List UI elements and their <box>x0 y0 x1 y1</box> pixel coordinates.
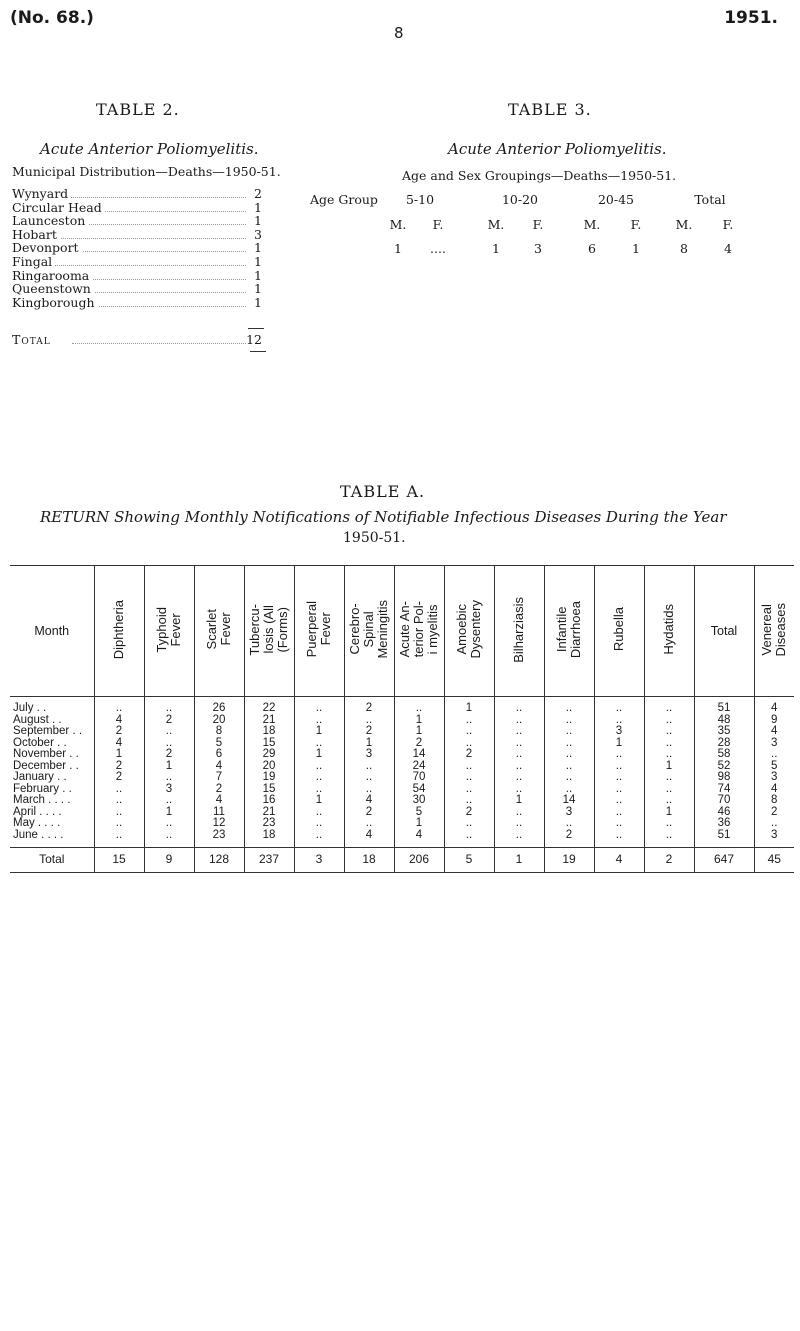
count-cell: 1 <box>394 726 444 738</box>
count-cell: 12 <box>194 818 244 830</box>
count-cell: 22 <box>244 703 294 715</box>
total-row <box>12 334 262 346</box>
count-cell: .. <box>294 772 344 784</box>
sex-label: M. <box>487 217 505 232</box>
count-cell: .. <box>444 772 494 784</box>
district-row <box>12 215 262 227</box>
district-deaths: 1 <box>254 281 262 297</box>
district-name: Kingborough <box>12 297 98 309</box>
total-cell: 15 <box>94 848 144 873</box>
sex-label: M. <box>389 217 407 232</box>
count-cell: 2 <box>94 761 144 773</box>
count-cell: 15 <box>244 784 294 796</box>
count-cell: .. <box>444 761 494 773</box>
count-cell: .. <box>294 703 344 715</box>
table-row <box>10 784 794 796</box>
table-row <box>10 772 794 784</box>
count-cell: .. <box>594 772 644 784</box>
count-cell: 9 <box>754 715 794 727</box>
count-cell: .. <box>594 761 644 773</box>
count-cell: 4 <box>94 738 144 750</box>
district-row <box>12 283 262 295</box>
count-cell: 3 <box>594 726 644 738</box>
count-cell: .. <box>494 807 544 819</box>
count-cell: .. <box>94 703 144 715</box>
count-cell: .. <box>344 784 394 796</box>
table-row <box>10 749 794 761</box>
month-cell: November . . <box>13 748 79 760</box>
count-cell: 58 <box>694 749 754 761</box>
count-cell: 70 <box>394 772 444 784</box>
count-cell: .. <box>544 772 594 784</box>
tableA-year: 1950-51. <box>343 530 406 546</box>
count-cell: .. <box>144 772 194 784</box>
count-cell: .. <box>294 738 344 750</box>
district-deaths: 1 <box>254 240 262 256</box>
count-cell: 2 <box>344 807 394 819</box>
count-cell: 2 <box>444 807 494 819</box>
count-cell: .. <box>144 738 194 750</box>
count-cell: 4 <box>754 726 794 738</box>
count-cell: 1 <box>444 703 494 715</box>
age-sex-value: 3 <box>534 241 542 256</box>
count-cell: .. <box>494 738 544 750</box>
column-header: Infantile Diarrhoea <box>544 566 594 697</box>
sex-label: F. <box>630 217 642 232</box>
count-cell: 3 <box>754 738 794 750</box>
count-cell: .. <box>294 784 344 796</box>
count-cell: .. <box>544 749 594 761</box>
count-cell: .. <box>594 830 644 842</box>
column-header: Puerperal Fever <box>294 566 344 697</box>
table-row <box>10 795 794 807</box>
district-row <box>12 256 262 268</box>
column-header: Typhoid Fever <box>144 566 194 697</box>
month-cell: May . . . . <box>13 817 61 829</box>
document-number: (No. 68.) <box>10 8 94 28</box>
count-cell: .. <box>344 761 394 773</box>
count-cell: .. <box>594 795 644 807</box>
count-cell: .. <box>144 726 194 738</box>
count-cell: 28 <box>694 738 754 750</box>
district-name: Wynyard <box>12 188 71 200</box>
table3-caption: Age and Sex Groupings—Deaths—1950-51. <box>402 168 677 183</box>
count-cell: .. <box>544 784 594 796</box>
total-row <box>10 848 794 873</box>
count-cell: 1 <box>594 738 644 750</box>
count-cell: 3 <box>144 784 194 796</box>
count-cell: .. <box>544 761 594 773</box>
count-cell: 18 <box>244 726 294 738</box>
count-cell: .. <box>494 761 544 773</box>
notifications-table <box>10 565 794 873</box>
district-row <box>12 267 262 283</box>
column-header: Tubercu- losis (All (Forms) <box>244 566 294 697</box>
district-name: Launceston <box>12 215 88 227</box>
table-row <box>10 703 794 715</box>
count-cell: .. <box>494 830 544 842</box>
district-deaths: 1 <box>254 213 262 229</box>
count-cell: 54 <box>394 784 444 796</box>
age-sex-value: 6 <box>588 241 596 256</box>
count-cell: 35 <box>694 726 754 738</box>
column-header: Diphtheria <box>94 566 144 697</box>
count-cell: .. <box>644 703 694 715</box>
count-cell: .. <box>294 715 344 727</box>
count-cell: 51 <box>694 703 754 715</box>
age-group-header: 5-10 <box>405 192 435 207</box>
age-group-header: Total <box>694 192 726 207</box>
count-cell: .. <box>94 795 144 807</box>
count-cell: 3 <box>754 772 794 784</box>
district-deaths: 2 <box>254 186 262 201</box>
count-cell: 5 <box>754 761 794 773</box>
total-cell: 5 <box>444 848 494 873</box>
district-deaths: 3 <box>254 226 262 242</box>
district-name: Fingal <box>12 256 55 268</box>
month-cell: January . . <box>13 771 67 783</box>
count-cell: .. <box>394 703 444 715</box>
count-cell: .. <box>144 703 194 715</box>
count-cell: 24 <box>394 761 444 773</box>
count-cell: 2 <box>544 830 594 842</box>
month-cell: April . . . . <box>13 805 62 818</box>
count-cell: 1 <box>294 726 344 738</box>
count-cell: .. <box>494 715 544 727</box>
month-cell: February . . <box>13 782 72 795</box>
count-cell: .. <box>544 818 594 830</box>
count-cell: .. <box>144 795 194 807</box>
year-label: 1951. <box>724 8 778 28</box>
column-header: Bilharziasis <box>494 566 544 697</box>
total-label: Total <box>12 334 54 346</box>
count-cell: 2 <box>344 726 394 738</box>
district-row <box>12 199 262 215</box>
count-cell: 1 <box>294 749 344 761</box>
table-row <box>10 761 794 773</box>
age-sex-value: .... <box>430 241 446 256</box>
table-row <box>10 830 794 842</box>
total-cell: 3 <box>294 848 344 873</box>
count-cell: 2 <box>194 784 244 796</box>
total-rule-bottom <box>250 351 266 352</box>
count-cell: .. <box>594 784 644 796</box>
sex-label: M. <box>675 217 693 232</box>
column-header: Month <box>10 566 94 697</box>
column-header: Acute An- terior Pol- i myelitis <box>394 566 444 697</box>
column-header: Scarlet Fever <box>194 566 244 697</box>
total-value: 12 <box>246 332 262 347</box>
count-cell: .. <box>444 738 494 750</box>
table2-caption: Municipal Distribution—Deaths—1950-51. <box>12 164 281 179</box>
count-cell: .. <box>594 715 644 727</box>
count-cell: 23 <box>194 830 244 842</box>
count-cell: 5 <box>194 738 244 750</box>
count-cell: 2 <box>344 703 394 715</box>
table-row <box>10 818 794 830</box>
column-header: Hydatids <box>644 566 694 697</box>
district-row <box>12 242 262 254</box>
count-cell: .. <box>444 715 494 727</box>
total-cell: 206 <box>394 848 444 873</box>
count-cell: .. <box>594 749 644 761</box>
count-cell: 1 <box>394 818 444 830</box>
total-cell: 19 <box>544 848 594 873</box>
count-cell: 15 <box>244 738 294 750</box>
month-cell: September . . <box>13 725 83 737</box>
count-cell: 2 <box>394 738 444 750</box>
count-cell: .. <box>494 772 544 784</box>
count-cell: .. <box>644 830 694 842</box>
count-cell: 26 <box>194 703 244 715</box>
column-header: Total <box>694 566 754 697</box>
count-cell: 23 <box>244 818 294 830</box>
count-cell: 36 <box>694 818 754 830</box>
total-cell: 45 <box>754 848 794 873</box>
count-cell: 4 <box>394 830 444 842</box>
total-cell: 9 <box>144 848 194 873</box>
column-header: Cerebro- Spinal Meningitis <box>344 566 394 697</box>
count-cell: 2 <box>94 726 144 738</box>
count-cell: 46 <box>694 807 754 819</box>
count-cell: 3 <box>544 807 594 819</box>
count-cell: .. <box>94 830 144 842</box>
district-name: Devonport <box>12 242 82 254</box>
count-cell: 20 <box>194 715 244 727</box>
month-cell: October . . <box>13 736 67 749</box>
count-cell: .. <box>644 738 694 750</box>
count-cell: 1 <box>644 807 694 819</box>
count-cell: 1 <box>94 749 144 761</box>
count-cell: 70 <box>694 795 754 807</box>
count-cell: 14 <box>544 795 594 807</box>
count-cell: 4 <box>754 784 794 796</box>
age-sex-value: 4 <box>724 241 732 256</box>
age-group-header: 20-45 <box>597 192 635 207</box>
count-cell: 16 <box>244 795 294 807</box>
count-cell: .. <box>644 715 694 727</box>
table-row <box>10 807 794 819</box>
district-deaths: 1 <box>254 294 262 310</box>
count-cell: .. <box>94 807 144 819</box>
count-cell: 2 <box>444 749 494 761</box>
total-cell: 2 <box>644 848 694 873</box>
district-row <box>12 188 262 200</box>
table3-subtitle: Acute Anterior Poliomyelitis. <box>448 140 667 158</box>
total-cell: 647 <box>694 848 754 873</box>
count-cell: .. <box>294 818 344 830</box>
count-cell: .. <box>494 703 544 715</box>
count-cell: .. <box>594 818 644 830</box>
month-cell: March . . . . <box>13 794 71 806</box>
count-cell: 20 <box>244 761 294 773</box>
district-name: Ringarooma <box>12 270 92 282</box>
count-cell: 5 <box>394 807 444 819</box>
count-cell: 52 <box>694 761 754 773</box>
count-cell: 8 <box>194 726 244 738</box>
total-rule <box>248 328 264 329</box>
district-name: Hobart <box>12 229 60 241</box>
count-cell: 19 <box>244 772 294 784</box>
table-row <box>10 726 794 738</box>
count-cell: .. <box>444 784 494 796</box>
count-cell: 21 <box>244 807 294 819</box>
total-cell: 1 <box>494 848 544 873</box>
count-cell: .. <box>754 749 794 761</box>
district-row <box>12 226 262 242</box>
count-cell: 1 <box>644 761 694 773</box>
table3-title: TABLE 3. <box>508 100 592 119</box>
column-header: Venereal Diseases <box>754 566 794 697</box>
table-row <box>10 715 794 727</box>
tableA-subtitle: RETURN Showing Monthly Notifications of Notifiable Infectious Diseases During the Year <box>40 508 727 526</box>
count-cell: 11 <box>194 807 244 819</box>
count-cell: .. <box>644 784 694 796</box>
tableA-title: TABLE A. <box>340 482 426 501</box>
count-cell: .. <box>294 761 344 773</box>
count-cell: 3 <box>754 830 794 842</box>
count-cell: 51 <box>694 830 754 842</box>
count-cell: 98 <box>694 772 754 784</box>
count-cell: .. <box>644 749 694 761</box>
count-cell: 1 <box>144 807 194 819</box>
age-group-header: 10-20 <box>501 192 539 207</box>
count-cell: 4 <box>344 795 394 807</box>
count-cell: 4 <box>194 761 244 773</box>
age-sex-value: 8 <box>680 241 688 256</box>
count-cell: 1 <box>394 715 444 727</box>
count-cell: 14 <box>394 749 444 761</box>
count-cell: 7 <box>194 772 244 784</box>
count-cell: 1 <box>344 738 394 750</box>
count-cell: .. <box>444 818 494 830</box>
age-sex-value: 1 <box>492 241 500 256</box>
count-cell: .. <box>544 715 594 727</box>
month-cell: August . . <box>13 713 62 726</box>
count-cell: .. <box>94 818 144 830</box>
count-cell: 6 <box>194 749 244 761</box>
count-cell: .. <box>294 830 344 842</box>
count-cell: .. <box>494 726 544 738</box>
count-cell: .. <box>544 703 594 715</box>
district-row <box>12 294 262 310</box>
column-header: Rubella <box>594 566 644 697</box>
district-deaths: 1 <box>254 267 262 283</box>
count-cell: .. <box>544 726 594 738</box>
table-row <box>10 738 794 750</box>
count-cell: .. <box>644 726 694 738</box>
count-cell: .. <box>644 772 694 784</box>
count-cell: .. <box>294 807 344 819</box>
age-sex-value: 1 <box>632 241 640 256</box>
count-cell: .. <box>494 784 544 796</box>
count-cell: 4 <box>344 830 394 842</box>
count-cell: .. <box>494 818 544 830</box>
district-name: Queenstown <box>12 283 94 295</box>
month-cell: July . . <box>13 702 47 714</box>
count-cell: 4 <box>94 715 144 727</box>
count-cell: .. <box>644 818 694 830</box>
count-cell: 2 <box>144 715 194 727</box>
count-cell: 74 <box>694 784 754 796</box>
count-cell: .. <box>144 818 194 830</box>
count-cell: .. <box>544 738 594 750</box>
count-cell: 4 <box>754 703 794 715</box>
count-cell: .. <box>594 807 644 819</box>
count-cell: .. <box>494 749 544 761</box>
count-cell: 8 <box>754 795 794 807</box>
total-cell: 4 <box>594 848 644 873</box>
sex-label: F. <box>532 217 544 232</box>
sex-label: F. <box>432 217 444 232</box>
page-number: 8 <box>394 24 404 42</box>
count-cell: .. <box>594 703 644 715</box>
count-cell: 1 <box>494 795 544 807</box>
table2-title: TABLE 2. <box>96 100 180 119</box>
count-cell: .. <box>94 784 144 796</box>
count-cell: 21 <box>244 715 294 727</box>
sex-label: F. <box>722 217 734 232</box>
count-cell: 2 <box>94 772 144 784</box>
count-cell: .. <box>644 795 694 807</box>
count-cell: 3 <box>344 749 394 761</box>
count-cell: .. <box>344 772 394 784</box>
count-cell: .. <box>444 795 494 807</box>
age-group-label: Age Group <box>310 192 378 207</box>
total-cell: 18 <box>344 848 394 873</box>
count-cell: 2 <box>144 749 194 761</box>
count-cell: 48 <box>694 715 754 727</box>
total-cell: 128 <box>194 848 244 873</box>
count-cell: .. <box>444 830 494 842</box>
table2-subtitle: Acute Anterior Poliomyelitis. <box>40 140 259 158</box>
count-cell: 4 <box>194 795 244 807</box>
age-sex-value: 1 <box>394 241 402 256</box>
count-cell: .. <box>344 715 394 727</box>
count-cell: 18 <box>244 830 294 842</box>
count-cell: 2 <box>754 807 794 819</box>
district-deaths: 1 <box>254 199 262 215</box>
count-cell: .. <box>444 726 494 738</box>
count-cell: .. <box>754 818 794 830</box>
district-deaths: 1 <box>254 254 262 269</box>
month-cell: June . . . . <box>13 828 64 841</box>
district-name: Circular Head <box>12 202 105 214</box>
count-cell: .. <box>344 818 394 830</box>
count-cell: 1 <box>144 761 194 773</box>
count-cell: 1 <box>294 795 344 807</box>
total-cell: 237 <box>244 848 294 873</box>
count-cell: 29 <box>244 749 294 761</box>
sex-label: M. <box>583 217 601 232</box>
count-cell: .. <box>144 830 194 842</box>
total-label: Total <box>10 848 94 873</box>
month-cell: December . . <box>13 759 79 772</box>
column-header: Amoebic Dysentery <box>444 566 494 697</box>
table-header-row <box>10 566 794 697</box>
count-cell: 30 <box>394 795 444 807</box>
